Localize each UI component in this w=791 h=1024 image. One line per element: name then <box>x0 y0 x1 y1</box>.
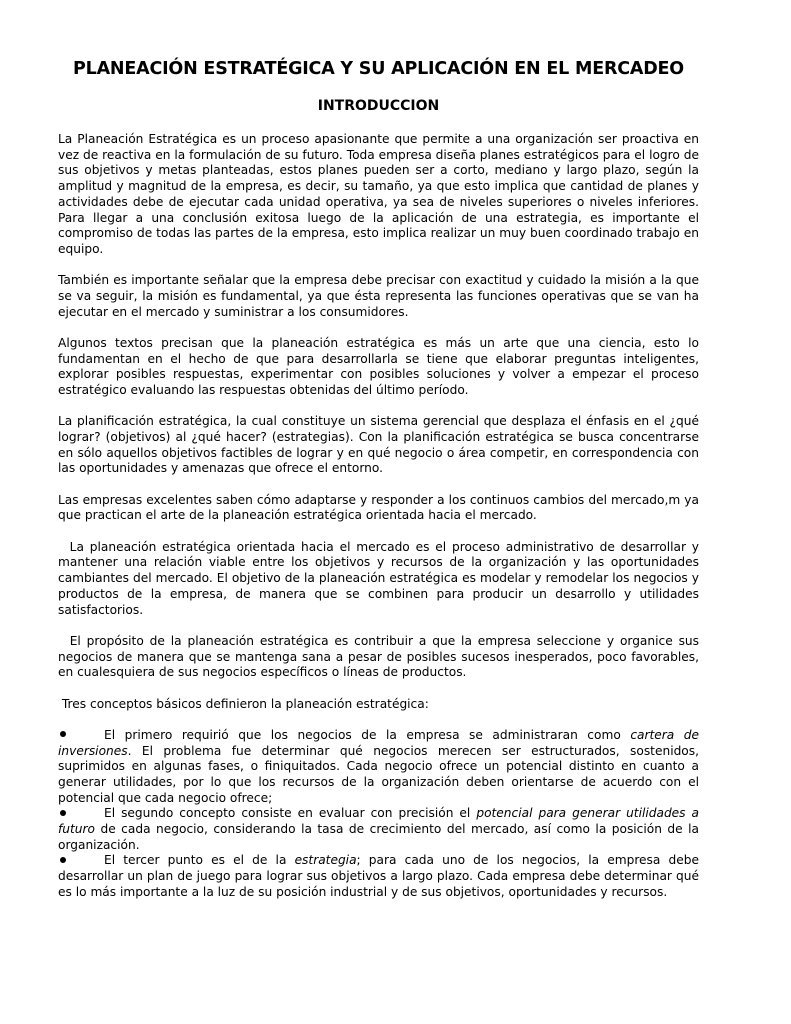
bullet-icon <box>58 806 104 822</box>
section-heading: INTRODUCCION <box>317 98 440 114</box>
concepts-list <box>58 728 699 901</box>
bullet-text-italic: cartera de inversiones <box>58 727 699 758</box>
bullet-text-before: El tercer punto es el de la <box>104 853 295 868</box>
list-item <box>58 806 699 853</box>
paragraph-empresas-excelentes: Las empresas excelentes saben cómo adaptarse y responder a los continuos cambios del mercado,m ya que practican el arte de la planeación estratégica orientada hacia el mercado. <box>58 492 703 523</box>
paragraph-planificacion: La planificación estratégica, la cual constituye un sistema gerencial que desplaza el énfasis en el ¿qué lograr? (objetivos) al ¿qué hacer? (estrategias). Con la planificación estratégica se busca concentrarse en sólo aquellos objetivos factibles de lograr y en qué negocio o área competir, en correspondencia con las oportunidades y amenazas que ofrece el entorno. <box>58 414 699 476</box>
document-page <box>58 56 703 901</box>
bullet-text-after: . El problema fue determinar qué negocios merecen ser estructurados, sostenidos, suprimidos en algunas fases, o finiquitados. Cada negocio ofrece un potencial distinto en cuanto a generar utilidades, por lo que los recursos de la organización deben orientarse de acuerdo con el potencial que cada negocio ofrece; <box>58 743 699 805</box>
bullet-text-italic: potencial para generar utilidades a futuro <box>58 806 699 837</box>
paragraph-orientada-mercado: La planeación estratégica orientada hacia el mercado es el proceso administrativo de desarrollar y mantener una relación viable entre los objetivos y recursos de la organización y las oportunidades cambiantes del mercado. El objetivo de la planeación estratégica es modelar y remodelar los negocios y productos de la empresa, de manera que se combinen para producir un desarrollo y utilidades satisfactorios. <box>58 539 703 617</box>
bullet-icon <box>58 853 104 869</box>
paragraph-arte-ciencia: Algunos textos precisan que la planeación estratégica es más un arte que una ciencia, esto lo fundamentan en el hecho de que para desarrollarla se tiene que elaborar preguntas inteligentes, explorar posibles respuestas, experimentar con posibles soluciones y volver a empezar el proceso estratégico evaluando las respuestas obtenidas del último período. <box>58 335 699 398</box>
document-title: PLANEACIÓN ESTRATÉGICA Y SU APLICACIÓN EN EL MERCADEO <box>73 59 684 79</box>
list-item <box>58 728 699 807</box>
bullet-text-italic: estrategia <box>294 853 357 868</box>
bullet-text-after: de cada negocio, considerando la tasa de crecimiento del mercado, así como la posición de la organización. <box>58 822 699 852</box>
bullet-icon <box>58 728 104 744</box>
paragraph-intro: La Planeación Estratégica es un proceso apasionante que permite a una organización ser proactiva en vez de reactiva en la formulación de su futuro. Toda empresa diseña planes estratégicos para el logro de sus objetivos y metas planteadas, estos planes pueden ser a corto, mediano y largo plazo, según la amplitud y magnitud de la empresa, es decir, su tamaño, ya que esto implica que cantidad de planes y actividades debe de ejecutar cada unidad operativa, ya sea de niveles superiores o niveles inferiores. Para llegar a una conclusión exitosa luego de la aplicación de una estrategia, es importante el compromiso de todas las partes de la empresa, esto implica realizar un muy buen coordinado trabajo en equipo. <box>58 132 699 256</box>
paragraph-tres-conceptos: Tres conceptos básicos definieron la planeación estratégica: <box>58 696 429 711</box>
paragraph-proposito: El propósito de la planeación estratégica es contribuir a que la empresa seleccione y organice sus negocios de manera que se mantenga sana a pesar de posibles sucesos inesperados, poco favorables, en cualesquiera de sus negocios específicos o líneas de productos. <box>58 633 703 680</box>
bullet-text-before: El segundo concepto consiste en evaluar con precisión el <box>104 806 477 821</box>
paragraph-mision: También es importante señalar que la empresa debe precisar con exactitud y cuidado la misión a la que se va seguir, la misión es fundamental, ya que ésta representa las funciones operativas que se van ha ejecutar en el mercado y suministrar a los consumidores. <box>58 273 699 319</box>
bullet-text-after: ; para cada uno de los negocios, la empresa debe desarrollar un plan de juego para lograr sus objetivos a largo plazo. Cada empresa debe determinar qué es lo más importante a la luz de su posición industrial y de sus objetivos, oportunidades y recursos. <box>58 853 699 899</box>
list-item <box>58 853 699 900</box>
bullet-text-before: El primero requirió que los negocios de la empresa se administraran como <box>104 727 631 742</box>
